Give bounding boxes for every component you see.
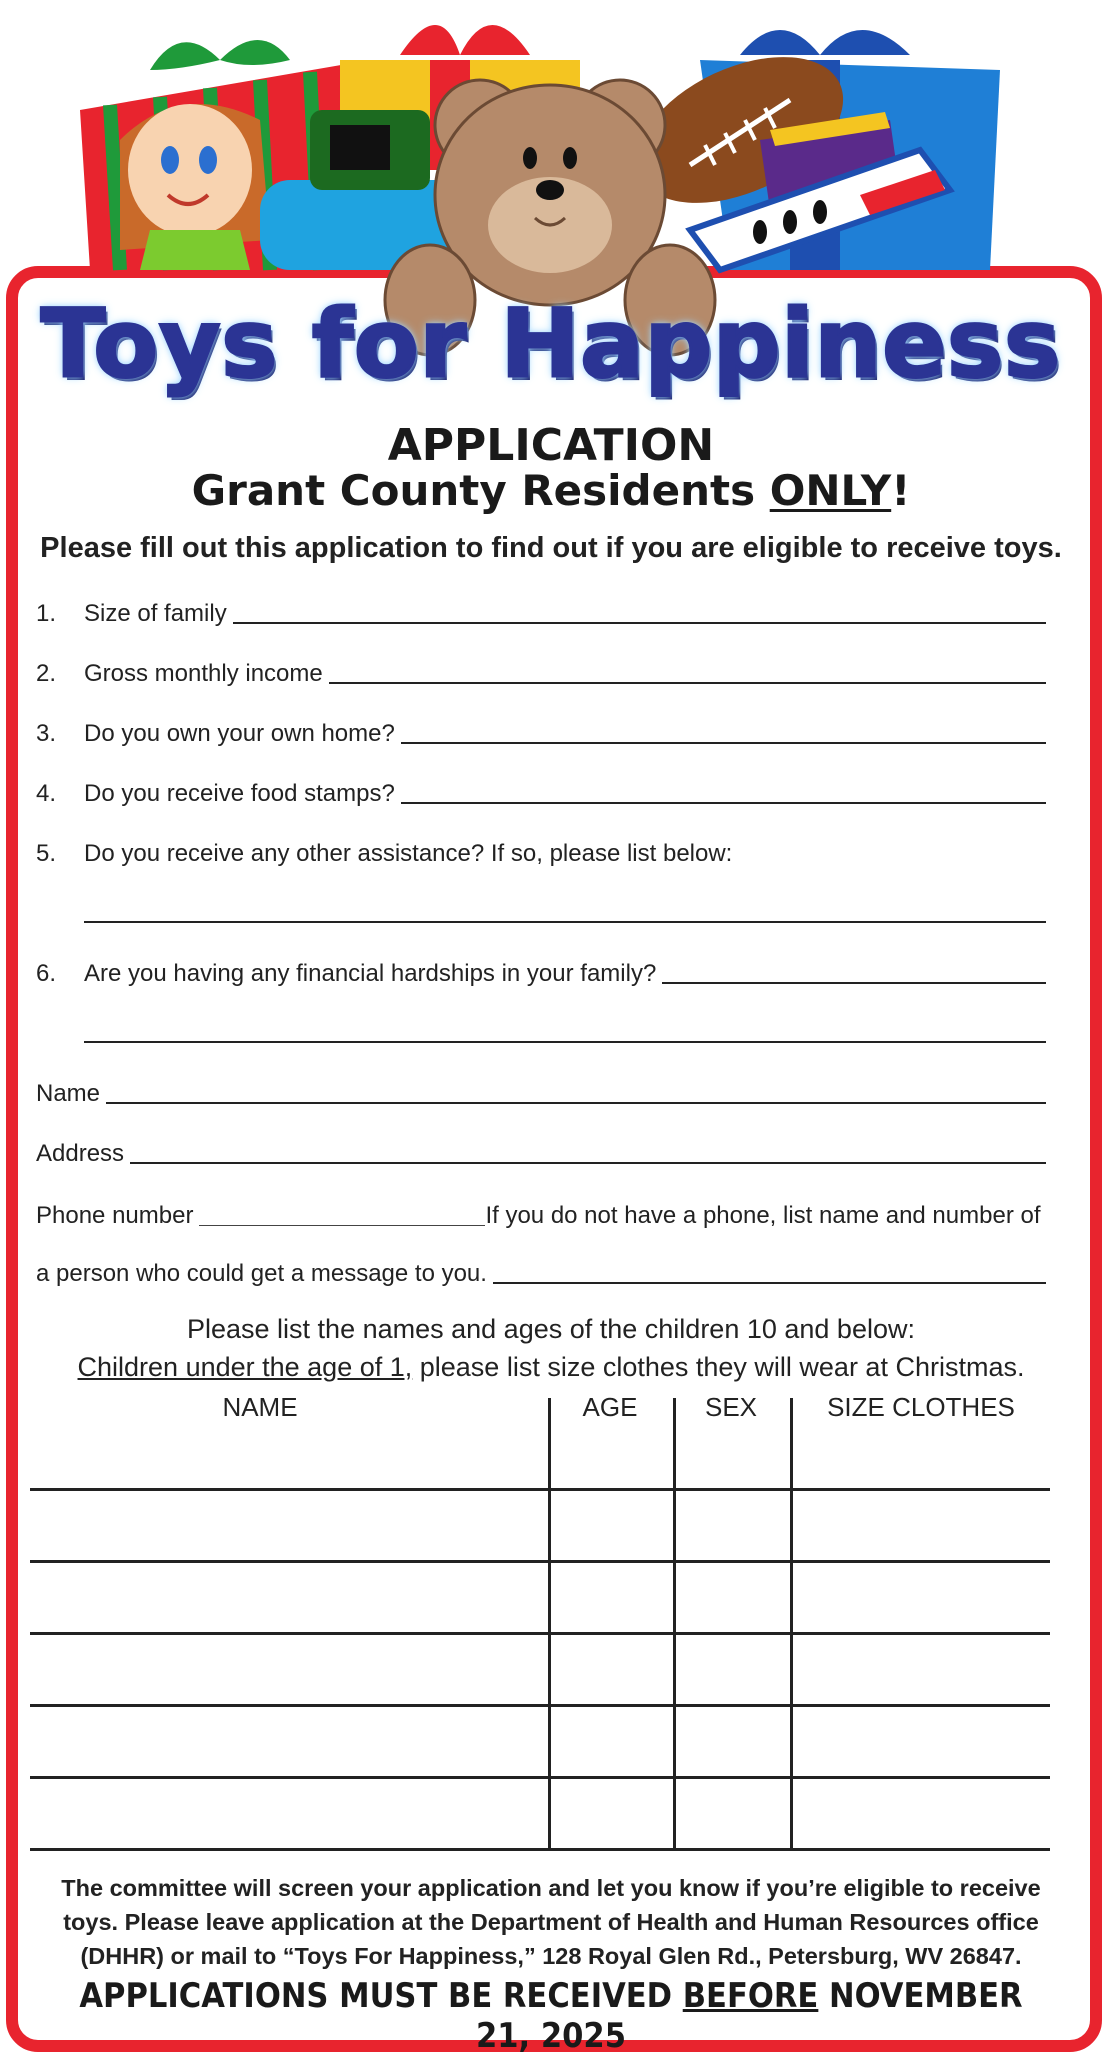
name-field[interactable]	[106, 1102, 1046, 1104]
column-header-size-clothes: SIZE CLOTHES	[827, 1392, 1015, 1422]
table-row-line[interactable]	[30, 1560, 1050, 1563]
footer-line-2: toys. Please leave application at the Department of Health and Human Resources office	[63, 1909, 1039, 1935]
question-number: 4.	[36, 780, 57, 807]
message-contact-field[interactable]	[493, 1282, 1046, 1284]
table-row-line[interactable]	[30, 1776, 1050, 1779]
residents-prefix: Grant County Residents	[191, 466, 770, 515]
deadline-suffix: NOVEMBER 21, 2025	[475, 1976, 1023, 2056]
question-number: 2.	[36, 660, 57, 687]
gross-income-field[interactable]	[329, 682, 1046, 684]
children-intro: Please list the names and ages of the children 10 and below:	[187, 1314, 915, 1344]
financial-hardship-field[interactable]	[662, 982, 1046, 984]
question-row	[36, 834, 1046, 868]
application-heading: APPLICATION	[387, 420, 715, 471]
deadline-prefix: APPLICATIONS MUST BE RECEIVED	[79, 1976, 683, 2016]
address-label: Address	[36, 1140, 125, 1167]
own-home-field[interactable]	[401, 742, 1046, 744]
residents-emphasis: ONLY	[769, 466, 892, 515]
question-label: Do you receive any other assistance? If so, please list below:	[84, 840, 733, 867]
food-stamps-field[interactable]	[401, 802, 1046, 804]
message-contact-label: a person who could get a message to you.	[36, 1260, 487, 1287]
residents-heading	[0, 466, 1102, 515]
column-divider	[548, 1398, 551, 1850]
size-of-family-field[interactable]	[233, 622, 1046, 624]
question-number: 6.	[36, 960, 57, 987]
footer-line-3: (DHHR) or mail to “Toys For Happiness,” 128 Royal Glen Rd., Petersburg, WV 26847.	[80, 1943, 1022, 1969]
phone-row	[36, 1196, 1046, 1230]
question-number: 5.	[36, 840, 57, 867]
question-label: Are you having any financial hardships in your family?	[84, 960, 657, 987]
name-row	[36, 1074, 1046, 1108]
column-header-age: AGE	[582, 1392, 638, 1422]
question-label: Size of family	[84, 600, 227, 627]
question-row	[36, 714, 1046, 748]
deadline-notice	[55, 1976, 1047, 2056]
question-row	[36, 594, 1046, 628]
name-label: Name	[36, 1080, 101, 1107]
question-row	[36, 654, 1046, 688]
column-header-name: NAME	[222, 1392, 298, 1422]
question-number: 1.	[36, 600, 57, 627]
column-divider	[790, 1398, 793, 1850]
column-header-sex: SEX	[704, 1392, 758, 1422]
question-label: Do you own your own home?	[84, 720, 395, 747]
table-row-line[interactable]	[30, 1848, 1050, 1851]
column-divider	[673, 1398, 676, 1850]
address-row	[36, 1134, 1046, 1168]
table-row-line[interactable]	[30, 1488, 1050, 1491]
question-label: Gross monthly income	[84, 660, 323, 687]
footer-line-1: The committee will screen your application and let you know if you’re eligible to receive	[61, 1875, 1041, 1901]
other-assistance-field[interactable]	[84, 921, 1046, 923]
phone-field[interactable]	[199, 1225, 485, 1226]
instructions: Please fill out this application to find out if you are eligible to receive toys.	[40, 532, 1062, 564]
phone-alt-label: If you do not have a phone, list name and number of	[485, 1202, 1041, 1229]
children-under-one-note	[0, 1352, 1102, 1383]
address-field[interactable]	[130, 1162, 1046, 1164]
under-one-underlined: Children under the age of 1,	[77, 1352, 413, 1382]
deadline-emphasis: BEFORE	[682, 1976, 819, 2016]
question-number: 3.	[36, 720, 57, 747]
phone-label: Phone number	[36, 1202, 194, 1229]
table-row-line[interactable]	[30, 1632, 1050, 1635]
brand-title: Toys for Happiness	[40, 290, 1062, 399]
table-row-line[interactable]	[30, 1704, 1050, 1707]
financial-hardship-field-cont[interactable]	[84, 1041, 1046, 1043]
question-row	[36, 774, 1046, 808]
question-row	[36, 954, 1046, 988]
under-one-rest: please list size clothes they will wear at Christmas.	[412, 1352, 1025, 1382]
question-label: Do you receive food stamps?	[84, 780, 395, 807]
residents-suffix: !	[891, 466, 911, 515]
message-contact-row	[36, 1254, 1046, 1288]
